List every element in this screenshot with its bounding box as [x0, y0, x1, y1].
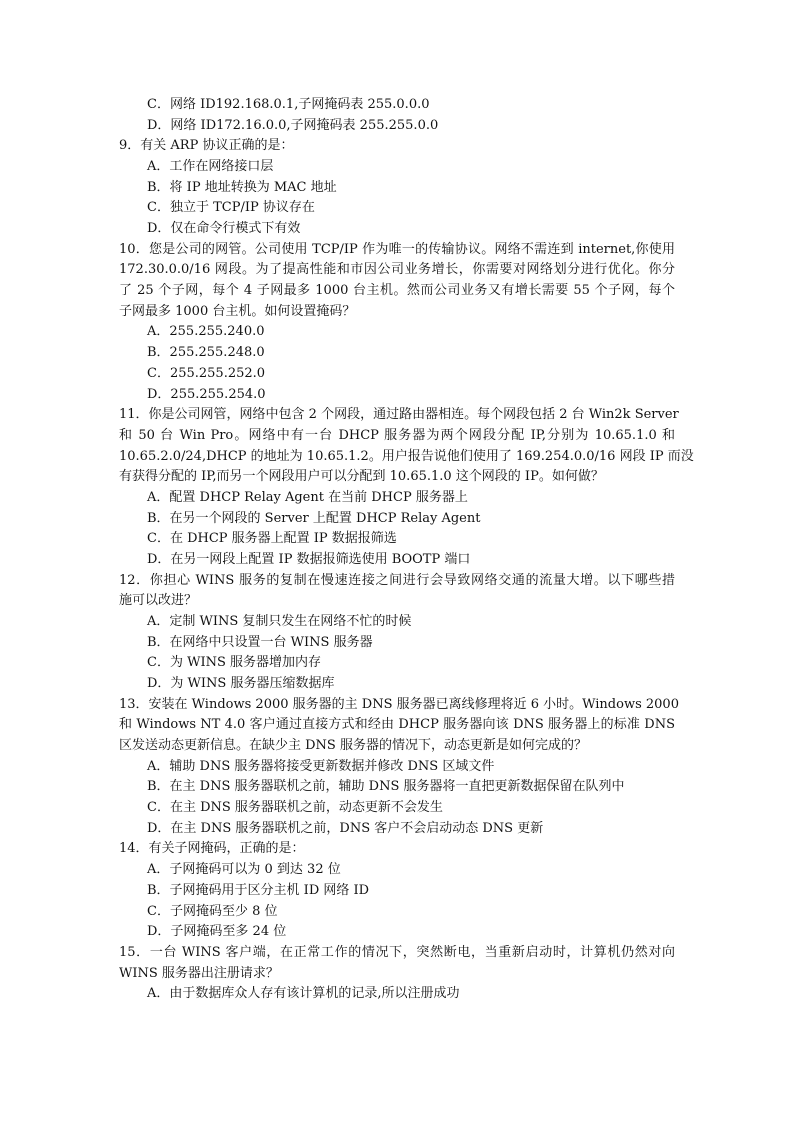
question-line: 10．您是公司的网管。公司使用 TCP/IP 作为唯一的传输协议。网络不需连到 internet,你使用 — [119, 242, 675, 257]
option-line: C．为 WINS 服务器增加内存 — [147, 655, 321, 670]
question-continuation-line: 区发送动态更新信息。在缺少主 DNS 服务器的情况下，动态更新是如何完成的？ — [119, 738, 587, 753]
option-line: C．子网掩码至少 8 位 — [147, 904, 278, 919]
option-line: C．255.255.252.0 — [147, 366, 266, 381]
question-line: 13．安装在 Windows 2000 服务器的主 DNS 服务器已离线修理将近 6 小时。Windows 2000 — [119, 697, 679, 712]
question-line: 11．你是公司网管，网络中包含 2 个网段，通过路由器相连。每个网段包括 2 台 Win2k Server — [119, 407, 679, 422]
option-line: A．工作在网络接口层 — [147, 159, 274, 174]
option-line: D．在主 DNS 服务器联机之前，DNS 客户不会启动动态 DNS 更新 — [147, 821, 544, 836]
option-line: C．独立于 TCP/IP 协议存在 — [147, 200, 315, 215]
question-continuation-line: 172.30.0.0/16 网段。为了提高性能和市因公司业务增长，你需要对网络划分进行优化。你分 — [119, 262, 675, 277]
option-line: C．在主 DNS 服务器联机之前，动态更新不会发生 — [147, 800, 443, 815]
question-continuation-line: WINS 服务器出注册请求？ — [119, 966, 279, 981]
question-line: 15．一台 WINS 客户端，在正常工作的情况下，突然断电，当重新启动时，计算机仍然对向 — [119, 945, 675, 960]
option-line: D．在另一网段上配置 IP 数据报筛选使用 BOOTP 端口 — [147, 552, 471, 567]
option-line: D．子网掩码至多 24 位 — [147, 924, 287, 939]
option-line: A．配置 DHCP Relay Agent 在当前 DHCP 服务器上 — [147, 490, 468, 505]
option-line: C．在 DHCP 服务器上配置 IP 数据报筛选 — [147, 531, 397, 546]
question-continuation-line: 和 Windows NT 4.0 客户通过直接方式和经由 DHCP 服务器向该 DNS 服务器上的标准 DNS — [119, 717, 675, 732]
option-line: B．子网掩码用于区分主机 ID 网络 ID — [147, 883, 370, 898]
question-continuation-line: 有获得分配的 IP,而另一个网段用户可以分配到 10.65.1.0 这个网段的 IP。如何做？ — [119, 469, 604, 484]
question-continuation-line: 了 25 个子网，每个 4 子网最多 1000 台主机。然而公司业务又有增长需要 55 个子网，每个 — [119, 283, 675, 298]
option-line: D．255.255.254.0 — [147, 387, 266, 402]
option-line: B．在另一个网段的 Server 上配置 DHCP Relay Agent — [147, 511, 481, 526]
option-line: B．在网络中只设置一台 WINS 服务器 — [147, 635, 373, 650]
question-line: 12．你担心 WINS 服务的复制在慢速连接之间进行会导致网络交通的流量大增。以下哪些措 — [119, 573, 675, 588]
option-line: C．网络 ID192.168.0.1,子网掩码表 255.0.0.0 — [147, 97, 430, 112]
option-line: A．子网掩码可以为 0 到达 32 位 — [147, 862, 341, 877]
question-continuation-line: 和 50 台 Win Pro。网络中有一台 DHCP 服务器为两个网段分配 IP,分别为 10.65.1.0 和 — [119, 428, 675, 443]
question-line: 14．有关子网掩码，正确的是： — [119, 841, 305, 856]
question-continuation-line: 施可以改进？ — [119, 593, 198, 608]
question-continuation-line: 子网最多 1000 台主机。如何设置掩码？ — [119, 304, 356, 319]
option-line: A．255.255.240.0 — [147, 324, 265, 339]
option-line: B．在主 DNS 服务器联机之前，辅助 DNS 服务器将一直把更新数据保留在队列中 — [147, 779, 625, 794]
option-line: B．255.255.248.0 — [147, 345, 265, 360]
option-line: A．由于数据库众人存有该计算机的记录,所以注册成功 — [147, 986, 460, 1001]
option-line: A．定制 WINS 复制只发生在网络不忙的时候 — [147, 614, 412, 629]
option-line: D．网络 ID172.16.0.0,子网掩码表 255.255.0.0 — [147, 118, 439, 133]
option-line: D．仅在命令行模式下有效 — [147, 221, 301, 236]
option-line: B．将 IP 地址转换为 MAC 地址 — [147, 180, 337, 195]
option-line: A．辅助 DNS 服务器将接受更新数据并修改 DNS 区域文件 — [147, 759, 495, 774]
question-continuation-line: 10.65.2.0/24,DHCP 的地址为 10.65.1.2。用户报告说他们使用了 169.254.0.0/16 网段 IP 而没 — [119, 449, 694, 464]
question-line: 9．有关 ARP 协议正确的是： — [119, 138, 294, 153]
option-line: D．为 WINS 服务器压缩数据库 — [147, 676, 335, 691]
